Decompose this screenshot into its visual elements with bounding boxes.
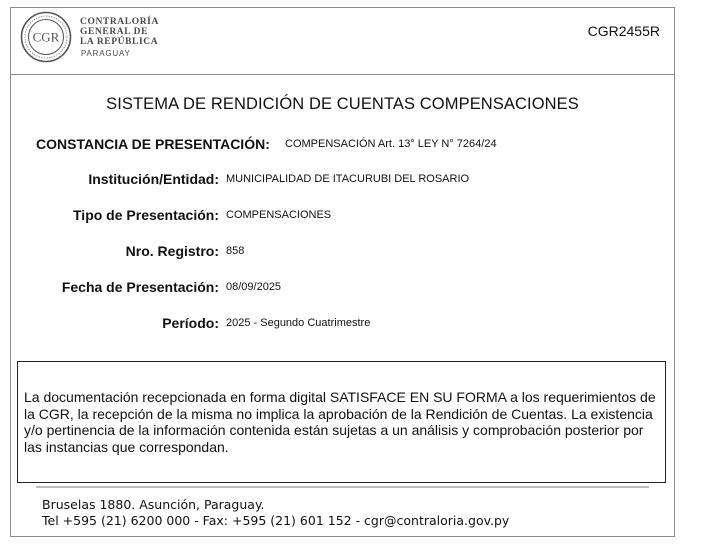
notice-text: La documentación recepcionada en forma digital SATISFACE EN SU FORMA a los requerimientos de la CGR, la recepción de la misma no implica la aprobación de la Rendición de Cuentas. La existencia y/o pertinencia de la información contenida están sujetas a un análisis y comprobación posterior por las instancias que correspondan.	[24, 389, 656, 455]
document-code: CGR2455R	[587, 23, 660, 39]
field-value: 2025 - Segundo Cuatrimestre	[226, 317, 371, 329]
system-title: SISTEMA DE RENDICIÓN DE CUENTAS COMPENSACIONES	[106, 95, 579, 113]
logo-name	[80, 17, 159, 47]
logo-name-line: LA REPÚBLICA	[80, 37, 159, 47]
seal-text: CGR	[32, 29, 60, 45]
field-row-registro	[10, 243, 675, 263]
field-value: 858	[226, 245, 245, 257]
field-label: Nro. Registro:	[125, 243, 219, 259]
field-row-tipo	[10, 207, 675, 227]
field-value: MUNICIPALIDAD DE ITACURUBI DEL ROSARIO	[226, 173, 470, 185]
field-label: Período:	[162, 315, 219, 331]
field-row-institucion	[10, 171, 675, 191]
field-value: 08/09/2025	[226, 281, 282, 293]
constancia-row	[10, 136, 675, 156]
field-label: Institución/Entidad:	[88, 171, 219, 187]
header-divider	[10, 74, 675, 75]
field-row-periodo	[10, 315, 675, 335]
logo-country: PARAGUAY	[81, 49, 131, 58]
field-row-fecha	[10, 279, 675, 299]
field-value: COMPENSACIONES	[226, 209, 332, 221]
footer-contact: Tel +595 (21) 6200 000 - Fax: +595 (21) 601 152 - cgr@contraloria.gov.py	[42, 513, 510, 528]
logo-name-line: CONTRALORÍA	[80, 17, 159, 27]
cgr-seal-icon	[20, 11, 72, 63]
footer-address: Bruselas 1880. Asunción, Paraguay.	[42, 497, 265, 512]
constancia-label: CONSTANCIA DE PRESENTACIÓN:	[36, 136, 270, 152]
cgr-logo	[20, 11, 180, 63]
constancia-value: COMPENSACIÓN Art. 13° LEY N° 7264/24	[285, 138, 497, 150]
notice-box	[17, 361, 666, 483]
field-label: Fecha de Presentación:	[61, 279, 219, 295]
field-label: Tipo de Presentación:	[73, 207, 219, 223]
logo-name-line: GENERAL DE	[80, 27, 149, 37]
footer-divider	[36, 486, 649, 488]
